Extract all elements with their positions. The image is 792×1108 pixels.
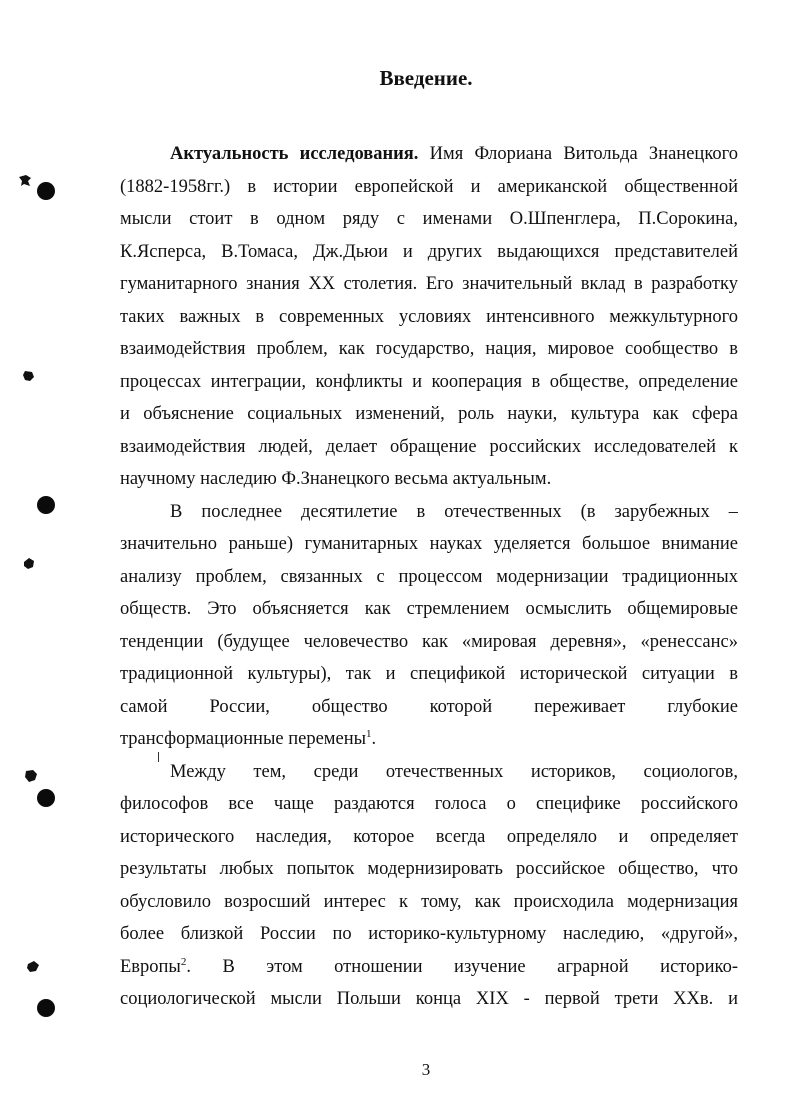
page-title: Введение. [379,66,473,90]
text-line: Европы$^2$. В этом отношении изучение аграрной историко- [120,955,738,977]
ink-smudge-icon [17,174,31,188]
text-line: самой России, общество которой переживает глубокие [120,696,738,717]
text-line: В последнее десятилетие в отечественных (в зарубежных – [170,501,738,522]
text-line: философов все чаще раздаются голоса о специфике российского [120,794,738,814]
text-line: взаимодействия людей, делает обращение российских исследователей к [120,436,738,457]
body-text [120,138,738,1016]
binder-hole [37,182,55,200]
text-line: результаты любых попыток модернизировать российское общество, что [120,859,738,879]
text-line: научному наследию Ф.Знанецкого весьма актуальным. [120,469,552,489]
text-line: Между тем, среди отечественных историков, социологов, [170,761,738,782]
text-line: взаимодействия проблем, как государство, нация, мировое сообщество в [120,339,738,359]
text-line: более близкой России по историко-культурному наследию, «другой», [120,924,738,944]
text-line: таких важных в современных условиях интенсивного межкультурного [120,306,738,327]
binder-hole [37,999,55,1017]
text-line: трансформационные перемены$^1$. [120,727,377,749]
text-line: процессах интеграции, конфликты и кооперация в обществе, определение [120,371,738,392]
text-line: гуманитарного знания XX столетия. Его значительный вклад в разработку [120,274,738,294]
text-line: традиционной культуры), так и спецификой исторической ситуации в [120,664,738,684]
text-line: К.Ясперса, В.Томаса, Дж.Дьюи и других выдающихся представителей [120,241,738,262]
text-line: тенденции (будущее человечество как «мировая деревня», «ренессанс» [120,631,738,652]
text-line: (1882-1958гг.) в истории европейской и американской общественной [120,176,738,197]
text-line: обусловило возросший интерес к тому, как происходила модернизация [120,891,738,912]
footnote-ref: 2 [180,955,187,968]
text-line: значительно раньше) гуманитарных науках уделяется большое внимание [120,534,738,554]
footnote-ref: 1 [366,727,372,740]
ink-smudge-icon [26,960,40,974]
text-line: обществ. Это объясняется как стремлением осмыслить общемировые [120,599,738,619]
text-line: социологической мысли Польши конца XIX - первой трети XXв. и [120,989,738,1009]
text-line: и объяснение социальных изменений, роль науки, культура как сфера [120,404,738,424]
page-number: 3 [421,1060,431,1079]
ink-smudge-icon [22,369,36,383]
text-line: мысли стоит в одном ряду с именами О.Шпенглера, П.Сорокина, [120,209,738,229]
text-line: анализу проблем, связанных с процессом модернизации традиционных [120,566,738,587]
text-line: исторического наследия, которое всегда определяло и определяет [120,826,738,847]
text-line: Актуальность исследования. Имя Флориана Витольда Знанецкого [170,144,738,164]
binder-hole [37,496,55,514]
ink-smudge-icon [22,557,36,571]
ink-smudge-icon [23,769,37,783]
binder-hole [37,789,55,807]
